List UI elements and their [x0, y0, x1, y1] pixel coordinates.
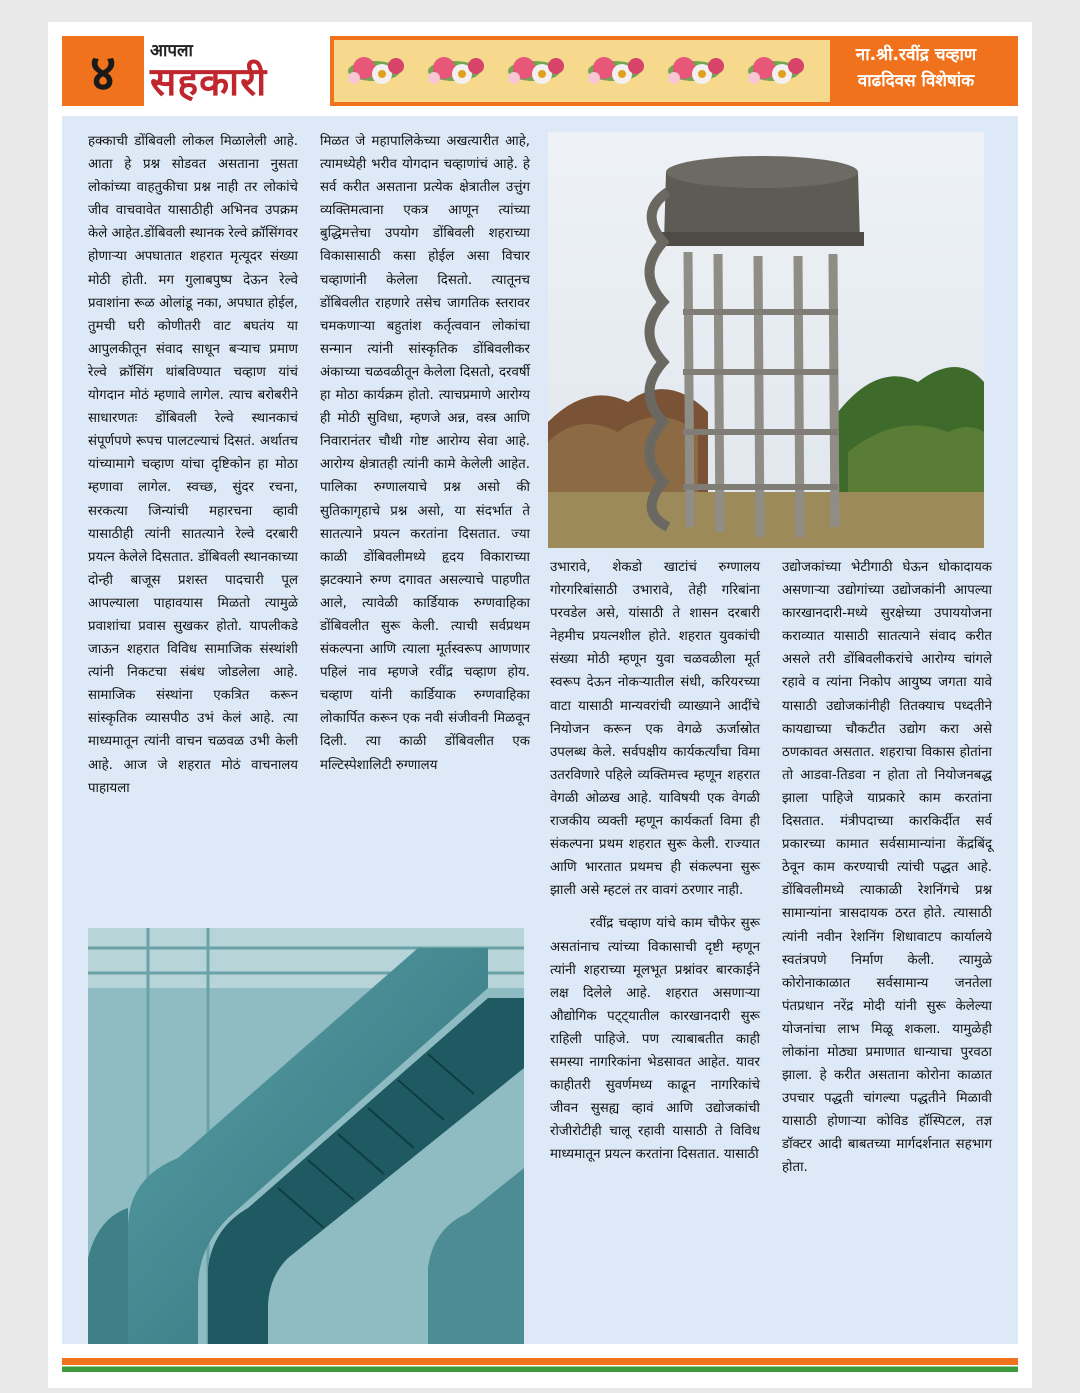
water-tower-image — [548, 132, 984, 548]
article-column-1 — [88, 130, 298, 800]
publication-logo — [144, 36, 330, 106]
article-column-2 — [320, 130, 530, 777]
article-column-3-para-1: उभारावे, शेकडो खाटांचं रुग्णालय गोरगरिबांसाठी उभारावे, तेही गरिबांना परवडेल असे, यांसाठी ते शासन दरबारी नेहमीच प्रयत्नशील होते. शहरात युवकांची संख्या मोठी म्हणून युवा चळवळीला मूर्त स्वरूप देऊन नोकऱ्यातील संधी, करियरच्या वाटा यासाठी मान्यवरांची व्याख्याने आदींचे नियोजन करून एक वेगळे ऊर्जास्रोत उपलब्ध केले. सर्वपक्षीय कार्यकर्त्यांचा विमा उतरविणारे पहिले व्यक्तिमत्त्व म्हणून शहरात वेगळी ओळख आहे. याविषयी एक वेगळी राजकीय व्यक्ती म्हणून कार्यकर्ता विमा ही संकल्पना प्रथम शहरात सुरू केली. राज्यात आणि भारतात प्रथमच ही संकल्पना सुरू झाली असे म्हटलं तर वावगं ठरणार नाही. — [550, 560, 760, 899]
escalator-image — [88, 928, 524, 1344]
escalator-photo — [88, 928, 524, 1344]
flower-garland-decoration — [334, 40, 830, 102]
article-column-3-para-2: रवींद्र चव्हाण यांचे काम चौफेर सुरू असतांनाच त्यांच्या विकासाची दृष्टी म्हणून त्यांनी शहराच्या मूलभूत प्रश्नांवर बारकाईने लक्ष दिलेले आहे. शहरात असणाऱ्या औद्योगिक पट्ट्यातील कारखानदारी सुरू राहिली पाहिजे. पण त्याबाबतीत काही समस्या नागरिकांना भेडसावत आहेत. यावर काहीतरी सुवर्णमध्य काढून नागरिकांचे जीवन सुसह्य व्हावं आणि उद्योजकांची रोजीरोटीही चालू रहावी यासाठी ते विविध माध्यमातून प्रयत्न करतांना दिसतात. यासाठी — [550, 916, 760, 1163]
special-issue-title — [824, 42, 1008, 94]
page-header — [62, 36, 1018, 106]
publication-logo-big: सहकारी — [150, 60, 268, 105]
page-number: ४ — [62, 36, 144, 106]
newspaper-page — [48, 22, 1032, 1388]
flower-garland-icon — [334, 40, 830, 102]
article-column-4 — [782, 556, 992, 1180]
water-tower-photo — [548, 132, 984, 548]
tricolor-footer-bar — [62, 1358, 1018, 1372]
special-issue-title-line2: वाढदिवस विशेषांक — [857, 71, 975, 91]
article-column-1-text: हक्काची डोंबिवली लोकल मिळालेली आहे. आता हे प्रश्न सोडवत असताना नुसता लोकांच्या वाहतुकीचा प्रश्न नाही तर लोकांचे जीव वाचवावेत यासाठीही अभिनव उपक्रम केले आहेत.डोंबिवली स्थानक रेल्वे क्रॉसिंगवर होणाऱ्या अपघातात शहरात मृत्यूदर संख्या मोठी होती. मग गुलाबपुष्प देऊन रेल्वे प्रवाशांना रूळ ओलांडू नका, अपघात होईल, तुमची घरी कोणीतरी वाट बघतंय या आपुलकीतून संवाद साधून बऱ्याच प्रमाण रेल्वे क्रॉसिंग थांबविण्यात चव्हाण यांचं योगदान मोठं म्हणावे लागेल. त्याच बरोबरीने साधारणतः डोंबिवली रेल्वे स्थानकाचं संपूर्णपणे रूपच पालटल्याचं दिसतं. अर्थातच यांच्यामागे चव्हाण यांचा दृष्टिकोन हा मोठा म्हणावा लागेल. स्वच्छ, सुंदर रचना, सरकत्या जिन्यांची महारचना व्हावी यासाठीही त्यांनी सातत्याने रेल्वे दरबारी प्रयत्न केलेले दिसतात. डोंबिवली स्थानकाच्या दोन्ही बाजूस प्रशस्त पादचारी पूल आपल्याला पाहावयास मिळतो त्यामुळे प्रवाशांचा प्रवास सुखकर होतो. यापलीकडे जाऊन शहरात विविध सामाजिक संस्थांशी त्यांनी निकटचा संबंध जोडलेला आहे. सामाजिक संस्थांना एकत्रित करून सांस्कृतिक व्यासपीठ उभं केलं आहे. त्या माध्यमातून त्यांनी वाचन चळवळ उभी केली आहे. आज जे शहरात मोठं वाचनालय पाहायला — [88, 134, 298, 796]
article-column-2-text: मिळत जे महापालिकेच्या अखत्यारीत आहे, त्यामध्येही भरीव योगदान चव्हाणांचं आहे. हे सर्व करीत असताना प्रत्येक क्षेत्रातील उत्तुंग व्यक्तिमत्वाना एकत्र आणून त्यांच्या बुद्धिमत्तेचा उपयोग डोंबिवली शहराच्या विकासासाठी कसा होईल असा विचार चव्हाणांनी केलेला दिसतो. त्यातूनच डोंबिवलीत राहणारे तसेच जागतिक स्तरावर चमकणाऱ्या बहुतांश कर्तृत्ववान लोकांचा सन्मान त्यांनी सांस्कृतिक डोंबिवलीकर अंकाच्या चळवळीतून केलेला दिसतो, दरवर्षी हा मोठा कार्यक्रम होतो. त्याचप्रमाणे आरोग्य ही मोठी सुविधा, म्हणजे अन्न, वस्त्र आणि निवारानंतर चौथी गोष्ट आरोग्य सेवा आहे. आरोग्य क्षेत्रातही त्यांनी कामे केलेली आहेत. पालिका रुग्णालयाचे प्रश्न असो की सुतिकागृहाचे प्रश्न असो, या संदर्भात ते सातत्याने प्रयत्न करतांना दिसतात. ज्या काळी डोंबिवलीमध्ये हृदय विकाराच्या झटक्याने रुग्ण दगावत असल्याचे पाहणीत आले, त्यावेळी कार्डियाक रुग्णवाहिका डोंबिवलीत सुरू केली. त्याची सर्वप्रथम संकल्पना आणि त्याला मूर्तस्वरूप आणणार पहिलं नाव म्हणजे रवींद्र चव्हाण होय. चव्हाण यांनी कार्डियाक रुग्णवाहिका लोकार्पित करून एक नवी संजीवनी मिळवून दिली. त्या काळी डोंबिवलीत एक मल्टिस्पेशालिटी रुग्णालय — [320, 134, 530, 773]
article-panel — [62, 116, 1018, 1344]
article-column-3 — [550, 556, 760, 1166]
article-column-4-text: उद्योजकांच्या भेटीगाठी घेऊन धोकादायक असणाऱ्या उद्योगांच्या उद्योजकांनी आपल्या कारखानदारी-मध्ये सुरक्षेच्या उपाययोजना कराव्यात यासाठी सातत्याने संवाद करीत असले तरी डोंबिवलीकरांचे आरोग्य चांगले रहावे व त्यांना निकोप आयुष्य जगता यावे यासाठी उद्योजकांनीही तितक्याच पध्दतीने कायद्याच्या चौकटीत उद्योग करा असे ठणकावत असतात. शहराचा विकास होतांना तो आडवा-तिडवा न होता तो नियोजनबद्ध झाला पाहिजे याप्रकारे काम करतांना दिसतात. मंत्रीपदाच्या कारकिर्दीत सर्व प्रकारच्या कामात सर्वसामान्यांना केंद्रबिंदू ठेवून काम करण्याची त्यांची पद्धत आहे. डोंबिवलीमध्ये त्याकाळी रेशनिंगचे प्रश्न सामान्यांना त्रासदायक ठरत होते. त्यासाठी त्यांनी नवीन रेशनिंग शिधावाटप कार्यालये स्वतंत्रपणे निर्माण केली. त्यामुळे कोरोनाकाळात सर्वसामान्य जनतेला पंतप्रधान नरेंद्र मोदी यांनी सुरू केलेल्या योजनांचा लाभ मिळू शकला. यामुळेही लोकांना मोठ्या प्रमाणात धान्याचा पुरवठा झाला. हे करीत असताना कोरोना काळात उपचार पद्धती चांगल्या पद्धतीने मिळावी यासाठी होणाऱ्या कोविड हॉस्पिटल, तज्ञ डॉक्टर आदी बाबतच्या मार्गदर्शनात सहभाग होता. — [782, 560, 992, 1176]
publication-logo-small: आपला — [150, 41, 193, 61]
special-issue-title-line1: ना.श्री.रवींद्र चव्हाण — [855, 45, 977, 65]
